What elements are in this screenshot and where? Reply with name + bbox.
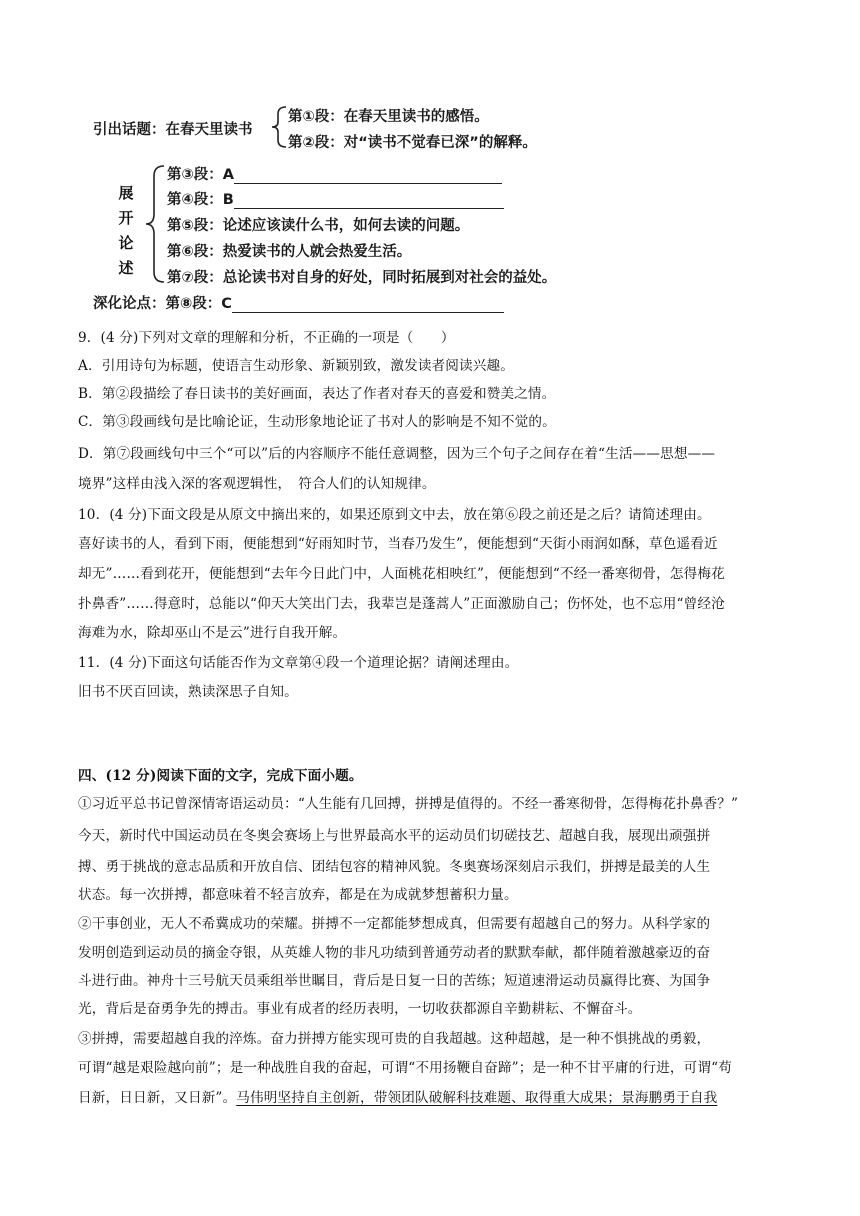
deepen-label: 深化论点：第⑧段：C [93, 292, 504, 313]
section-4-heading: 四、(12 分)阅读下面的文字，完成下面小题。 [78, 768, 363, 784]
intro-item-1: 第①段：在春天里读书的感悟。 [288, 109, 489, 125]
expand-brace-icon [142, 162, 168, 286]
q9-option-d-line2: 境界”这样由浅入深的客观逻辑性， 符合人们的认知规律。 [78, 476, 436, 492]
q10-passage-line2: 却无”……看到花开，便能想到“去年今日此门中，人面桃花相映红”，便能想到“不经一番寒彻骨，怎得梅花 [78, 566, 725, 582]
s4-para1-line1: ①习近平总书记曾深情寄语运动员：“人生能有几回搏，拼搏是值得的。不经一番寒彻骨，怎得梅花扑鼻香？” [78, 796, 739, 812]
intro-brace-icon [268, 104, 290, 150]
s4-para3-underlined-sentence: 马伟明坚持自主创新，带领团队破解科技难题、取得重大成果；景海鹏勇于自我 [236, 1090, 718, 1106]
s4-para2-line1: ②干事创业，无人不希冀成功的荣耀。拼搏不一定都能梦想成真，但需要有超越自己的努力。从科学家的 [78, 916, 711, 932]
q9-option-b: B．第②段描绘了春日读书的美好画面，表达了作者对春天的喜爱和赞美之情。 [78, 386, 556, 402]
q9-option-a: A．引用诗句为标题，使语言生动形象、新颖别致，激发读者阅读兴趣。 [78, 358, 515, 374]
s4-para2-line3: 斗进行曲。神舟十三号航天员乘组举世瞩目，背后是日复一日的苦练；短道速滑运动员赢得比赛、为国争 [78, 973, 711, 989]
expand-item-7: 第⑦段：总论读书对自身的好处，同时拓展到对社会的益处。 [167, 270, 557, 286]
intro-item-2: 第②段：对“读书不觉春已深”的解释。 [288, 135, 537, 151]
intro-label: 引出话题：在春天里读书 [93, 122, 253, 138]
q10-passage-line3: 扑鼻香”……得意时，总能以“仰天大笑出门去，我辈岂是蓬蒿人”正面激励自己；伤怀处，也不忘用“曾经沧 [78, 596, 725, 612]
s4-para3-line3-text: 日新，日日新，又日新”。 [78, 1090, 237, 1106]
s4-para2-line2: 发明创造到运动员的摘金夺银，从英雄人物的非凡功绩到普通劳动者的默默奉献，都伴随着激越豪迈的奋 [78, 945, 711, 961]
expand-item-5: 第⑤段：论述应该读什么书，如何去读的问题。 [167, 218, 470, 234]
expand-item-6: 第⑥段：热爱读书的人就会热爱生活。 [167, 244, 412, 260]
s4-para3-line2: 可谓“越是艰险越向前”；是一种战胜自我的奋起，可谓“不用扬鞭自奋蹄”；是一种不甘平庸的行进，可谓“苟 [78, 1060, 732, 1076]
q11-stem: 11．(4 分)下面这句话能否作为文章第④段一个道理论据？请阐述理由。 [78, 655, 519, 671]
s4-para1-line4: 状态。每一次拼搏，都意味着不轻言放弃，都是在为成就梦想蓄积力量。 [78, 887, 518, 903]
q11-quote: 旧书不厌百回读，熟读深思子自知。 [78, 684, 298, 700]
q9-stem: 9．(4 分)下列对文章的理解和分析，不正确的一项是（ ） [78, 330, 455, 346]
s4-para2-line4: 光，背后是奋勇争先的搏击。事业有成者的经历表明，一切收获都源自辛勤耕耘、不懈奋斗。 [78, 1001, 642, 1017]
q10-passage-line1: 喜好读书的人，看到下雨，便能想到“好雨知时节，当春乃发生”，便能想到“天街小雨润如酥，草色遥看近 [78, 536, 718, 552]
expand-item-a: 第③段：A [167, 163, 502, 184]
s4-para1-line2: 今天，新时代中国运动员在冬奥会赛场上与世界最高水平的运动员们切磋技艺、超越自我，展现出顽强拼 [78, 828, 711, 844]
s4-para1-line3: 搏、勇于挑战的意志品质和开放自信、团结包容的精神风貌。冬奥赛场深刻启示我们，拼搏是最美的人生 [78, 859, 711, 875]
q10-passage-line4: 海难为水，除却巫山不是云”进行自我开解。 [78, 625, 347, 641]
q9-option-c: C．第③段画线句是比喻论证，生动形象地论证了书对人的影响是不知不觉的。 [78, 414, 556, 430]
expand-item-b: 第④段：B [167, 188, 504, 209]
q10-stem: 10．(4 分)下面文段是从原文中摘出来的，如果还原到文中去，放在第⑥段之前还是之后？请简述理由。 [78, 507, 711, 523]
s4-para3-line1: ③拼搏，需要超越自我的淬炼。奋力拼搏方能实现可贵的自我超越。这种超越，是一种不惧挑战的勇毅， [78, 1031, 711, 1047]
q9-option-d-line1: D．第⑦段画线句中三个“可以”后的内容顺序不能任意调整，因为三个句子之间存在着“生活——思想—— [78, 446, 716, 462]
s4-para3-line3 [78, 1088, 717, 1108]
expand-label: 展 开 论 述 [118, 184, 134, 277]
